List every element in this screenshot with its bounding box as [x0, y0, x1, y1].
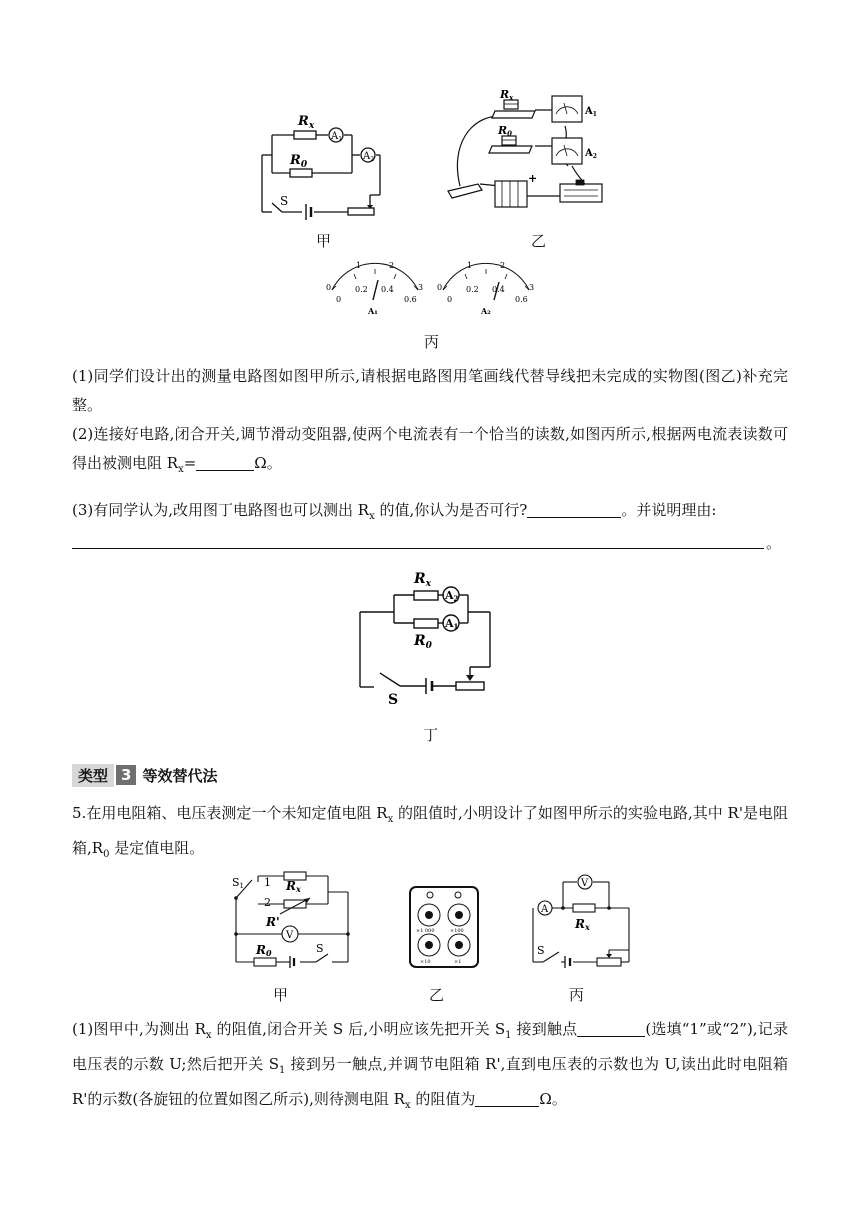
figure-q5-bing-circuit: [525, 870, 635, 970]
q4-part3: (3)有同学认为,改用图丁电路图也可以测出 $R_x$ 的值,你认为是否可行? 。并说明理由:: [72, 501, 717, 522]
q5-answer-blank-contact[interactable]: [577, 1020, 645, 1037]
caption-ding: 丁: [423, 726, 439, 744]
caption-yi: 乙: [531, 232, 547, 250]
meter-a1-label: A₁: [368, 306, 378, 316]
figure-q5-jia-circuit: [228, 870, 358, 970]
label-a2-yi: $A_2$: [585, 148, 597, 160]
svg-text:1: 1: [356, 261, 362, 270]
q4-answer-blank-rx[interactable]: [196, 454, 254, 471]
dial-label-100: ×100: [450, 928, 464, 934]
label-rx-q5: Rx: [286, 879, 301, 894]
svg-text:0.2: 0.2: [355, 285, 368, 294]
label-a2: $A_2$: [363, 151, 375, 163]
svg-text:1: 1: [467, 261, 473, 270]
section-number: 3: [116, 765, 136, 785]
label-s-q5-bing: S: [537, 944, 545, 957]
svg-text:0.2: 0.2: [466, 285, 479, 294]
q4-reason-end: 。: [766, 534, 782, 552]
section-title: 等效替代法: [142, 766, 218, 785]
label-rx-yi: Rx: [500, 88, 514, 102]
svg-text:0: 0: [447, 295, 453, 304]
label-s-q5: S: [316, 942, 324, 955]
label-switch-ding: S: [388, 692, 399, 707]
svg-text:0.6: 0.6: [515, 295, 528, 304]
figure-jia-circuit: [250, 105, 400, 220]
q5-answer-blank-rx[interactable]: [475, 1090, 539, 1107]
q4-part2: (2)连接好电路,闭合开关,调节滑动变阻器,使两个电流表有一个恰当的读数,如图丙所示,根据两电流表读数可得出被测电阻 $R_x= \Omega$。: [72, 425, 788, 475]
caption-q5-jia: 甲: [273, 986, 289, 1004]
caption-jia: 甲: [316, 232, 332, 250]
q4-answer-line-reason[interactable]: [72, 548, 764, 549]
svg-text:3: 3: [418, 283, 424, 292]
svg-text:0: 0: [336, 295, 342, 304]
label-contact-1: 1: [264, 876, 271, 889]
q5-part1: (1)图甲中,为测出 $R_x$ 的阻值,闭合开关 S 后,小明应该先把开关 $S_1$ 接到触点 (选填“1”或“2”),记录电压表的示数 U;然后把开关 $S_1$ 接到另一触点,并调节电阻箱 R',直到电压表的示数也为 U,读出此时电阻箱 R'的示数(各旋钮的位置如图乙所示),则待测电阻 $R_x$ 的阻值为 Ω。: [72, 1020, 789, 1111]
caption-q5-bing: 丙: [569, 986, 585, 1004]
q4-part1: (1)同学们设计出的测量电路图如图甲所示,请根据电路图用笔画线代替导线把未完成的实物图(图乙)补充完整。: [72, 367, 788, 414]
label-contact-2: 2: [264, 896, 271, 909]
meter-a1-pointer: [373, 280, 378, 300]
label-rx-q5-bing: Rx: [575, 917, 590, 932]
label-a1-ding: A1: [445, 617, 459, 631]
section-label: 类型: [72, 764, 114, 787]
dial-label-1000: ×1 000: [416, 928, 435, 934]
label-a1: $A_1$: [331, 131, 343, 143]
label-rx: $R_x$: [298, 114, 315, 131]
label-rprime: R': [266, 915, 280, 929]
section-header: [72, 764, 217, 786]
label-v-q5: V: [581, 878, 589, 889]
figure-bing-meters: [318, 260, 550, 320]
svg-text:0: 0: [437, 283, 443, 292]
label-switch: S: [280, 194, 289, 208]
label-a1-yi: $A_1$: [585, 106, 597, 118]
q4-answer-blank-feasible[interactable]: [527, 501, 621, 518]
dial-label-10: ×10: [420, 959, 431, 965]
figure-ding-circuit: [350, 567, 500, 707]
label-r0-q5: R0: [256, 943, 272, 958]
figure-yi-apparatus: [440, 86, 610, 216]
meter-a2-label: A₂: [481, 306, 491, 316]
caption-q5-yi: 乙: [429, 986, 445, 1004]
dial-label-1: ×1: [454, 959, 462, 965]
label-rx-ding: $R_x$: [414, 571, 432, 589]
battery-plus-label: +: [528, 172, 538, 185]
label-r0-ding: $R_0$: [414, 633, 432, 651]
svg-text:0.6: 0.6: [404, 295, 417, 304]
svg-text:2: 2: [500, 261, 506, 270]
label-v: V: [286, 930, 294, 941]
label-r0-yi: R0: [498, 124, 513, 138]
label-s1: S1: [232, 876, 245, 890]
label-a2-ding: A2: [445, 589, 459, 603]
label-a-q5: A: [541, 904, 549, 915]
caption-bing: 丙: [424, 333, 440, 351]
svg-text:2: 2: [389, 261, 395, 270]
label-r0: $R_0$: [290, 153, 308, 170]
svg-text:0.4: 0.4: [492, 285, 505, 294]
svg-text:0: 0: [326, 283, 332, 292]
q5-intro: 5.在用电阻箱、电压表测定一个未知定值电阻 $R_x$ 的阻值时,小明设计了如图甲所示的实验电路,其中 R'是电阻箱$,R_0$ 是定值电阻。: [72, 804, 788, 860]
figure-q5-yi-resistance-box: [408, 885, 480, 970]
svg-text:3: 3: [529, 283, 535, 292]
svg-text:0.4: 0.4: [381, 285, 394, 294]
